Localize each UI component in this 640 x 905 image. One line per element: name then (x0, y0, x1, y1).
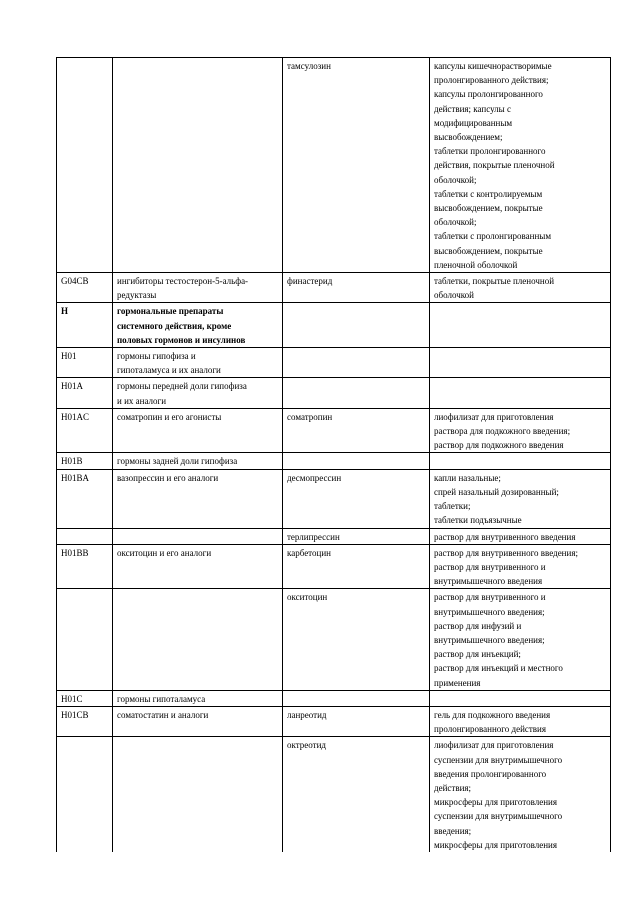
drug-name-cell (283, 528, 430, 544)
drug-name-cell (283, 378, 430, 408)
dosage-form-line: действия; капсулы с (434, 103, 511, 114)
dosage-form-line: раствор для внутривенного введения (434, 531, 576, 542)
document-page (56, 57, 610, 852)
dosage-form-line: высвобождением, покрытые (434, 245, 543, 256)
dosage-form-line: оболочкой; (434, 174, 477, 185)
dosage-form-line: таблетки; (434, 501, 471, 512)
anatomic-group-cell (113, 378, 283, 408)
anatomic-group-cell (113, 408, 283, 453)
drug-name: финастерид (287, 276, 333, 287)
dosage-form-line: раствор для инъекций; (434, 649, 521, 660)
dosage-forms-cell (430, 690, 611, 706)
dosage-form-line: микросферы для приготовления (434, 839, 557, 850)
atc-code-cell (57, 408, 113, 453)
drug-name: соматропин (287, 411, 333, 422)
dosage-form-line: капли назальные; (434, 472, 501, 483)
atc-code: H01BB (61, 547, 89, 558)
group-name-line: редуктазы (117, 290, 157, 301)
atc-code-cell (57, 303, 113, 348)
dosage-form-line: лиофилизат для приготовления (434, 740, 554, 751)
drug-name-cell (283, 408, 430, 453)
drug-name-cell (283, 303, 430, 348)
dosage-forms-cell (430, 453, 611, 469)
atc-code: H01 (61, 351, 77, 362)
drug-name-cell (283, 737, 430, 852)
drug-name: ланреотид (287, 709, 327, 720)
anatomic-group-cell (113, 706, 283, 736)
dosage-forms-cell (430, 469, 611, 528)
atc-code: H01A (61, 381, 83, 392)
atc-code: H01C (61, 693, 83, 704)
dosage-form-line: внутримышечного введения; (434, 634, 545, 645)
anatomic-group-cell (113, 690, 283, 706)
table-row (57, 378, 611, 408)
table-row (57, 453, 611, 469)
atc-code: H01BA (61, 472, 90, 483)
dosage-forms-cell (430, 706, 611, 736)
atc-code-cell (57, 469, 113, 528)
dosage-form-line: таблетки подъязычные (434, 515, 522, 526)
drug-table (56, 57, 611, 852)
dosage-form-line: внутримышечного введения (434, 576, 543, 587)
dosage-form-line: раствор для внутривенного и (434, 561, 546, 572)
dosage-form-line: высвобождением, покрытые (434, 203, 543, 214)
dosage-form-line: таблетки пролонгированного (434, 146, 546, 157)
atc-code-cell (57, 589, 113, 690)
table-row (57, 408, 611, 453)
atc-code-cell (57, 273, 113, 303)
atc-code-cell (57, 690, 113, 706)
dosage-form-line: суспензии для внутримышечного (434, 811, 563, 822)
dosage-form-line: микросферы для приготовления (434, 797, 557, 808)
atc-code-cell (57, 58, 113, 273)
dosage-forms-cell (430, 58, 611, 273)
atc-code: H01AC (61, 411, 90, 422)
atc-code: H (61, 306, 69, 317)
table-row (57, 469, 611, 528)
atc-code: G04CB (61, 276, 89, 287)
dosage-form-line: действия, покрытые пленочной (434, 160, 555, 171)
drug-table-body (57, 58, 611, 852)
dosage-form-line: введения; (434, 825, 472, 836)
dosage-form-line: суспензии для внутримышечного (434, 754, 563, 765)
dosage-form-line: таблетки с контролируемым (434, 188, 543, 199)
dosage-form-line: высвобождением; (434, 132, 503, 143)
group-name-line: гормоны задней доли гипофиза (117, 456, 238, 467)
drug-name: октреотид (287, 740, 327, 751)
table-row (57, 273, 611, 303)
dosage-form-line: таблетки с пролонгированным (434, 231, 552, 242)
anatomic-group-cell (113, 528, 283, 544)
group-name-line: системного действия, кроме (117, 320, 232, 331)
anatomic-group-cell (113, 453, 283, 469)
dosage-form-line: раствор для инъекций и местного (434, 663, 563, 674)
group-name-line: половых гормонов и инсулинов (117, 334, 246, 345)
dosage-form-line: оболочкой (434, 290, 474, 301)
dosage-forms-cell (430, 348, 611, 378)
drug-name-cell (283, 690, 430, 706)
table-row (57, 528, 611, 544)
dosage-forms-cell (430, 303, 611, 348)
group-name-line: вазопрессин и его аналоги (117, 472, 219, 483)
table-row (57, 589, 611, 690)
group-name-line: и их аналоги (117, 395, 167, 406)
atc-code-cell (57, 737, 113, 852)
dosage-form-line: гель для подкожного введения (434, 709, 551, 720)
drug-name-cell (283, 706, 430, 736)
anatomic-group-cell (113, 273, 283, 303)
anatomic-group-cell (113, 348, 283, 378)
drug-name-cell (283, 589, 430, 690)
dosage-forms-cell (430, 408, 611, 453)
drug-name-cell (283, 273, 430, 303)
atc-code-cell (57, 706, 113, 736)
group-name-line: гормоны передней доли гипофиза (117, 381, 247, 392)
group-name-line: окситоцин и его аналоги (117, 547, 212, 558)
dosage-form-line: модифицированным (434, 117, 513, 128)
table-row (57, 348, 611, 378)
anatomic-group-cell (113, 737, 283, 852)
atc-code-cell (57, 528, 113, 544)
group-name-line: соматостатин и аналоги (117, 709, 209, 720)
dosage-form-line: капсулы пролонгированного (434, 89, 543, 100)
anatomic-group-cell (113, 544, 283, 589)
atc-code: H01B (61, 456, 83, 467)
dosage-form-line: внутримышечного введения; (434, 606, 545, 617)
dosage-form-line: раствор для инфузий и (434, 620, 522, 631)
dosage-forms-cell (430, 528, 611, 544)
dosage-forms-cell (430, 737, 611, 852)
table-row (57, 303, 611, 348)
dosage-form-line: пленочной оболочкой (434, 259, 518, 270)
dosage-form-line: пролонгированного действия; (434, 75, 549, 86)
group-name-line: гормональные препараты (117, 306, 224, 317)
anatomic-group-cell (113, 303, 283, 348)
anatomic-group-cell (113, 469, 283, 528)
atc-code: H01CB (61, 709, 89, 720)
table-row (57, 58, 611, 273)
group-name-line: гормоны гипофиза и (117, 351, 196, 362)
group-name-line: гормоны гипоталамуса (117, 693, 206, 704)
drug-name-cell (283, 544, 430, 589)
dosage-form-line: лиофилизат для приготовления (434, 411, 554, 422)
atc-code-cell (57, 348, 113, 378)
atc-code-cell (57, 544, 113, 589)
drug-name: карбетоцин (287, 547, 331, 558)
dosage-form-line: таблетки, покрытые пленочной (434, 276, 555, 287)
group-name-line: ингибиторы тестостерон-5-альфа- (117, 276, 249, 287)
anatomic-group-cell (113, 58, 283, 273)
dosage-form-line: раствор для внутривенного введения; (434, 547, 578, 558)
drug-name-cell (283, 453, 430, 469)
table-row (57, 706, 611, 736)
dosage-form-line: спрей назальный дозированный; (434, 486, 559, 497)
drug-name: терлипрессин (287, 531, 340, 542)
table-row (57, 544, 611, 589)
dosage-forms-cell (430, 273, 611, 303)
drug-name: окситоцин (287, 592, 328, 603)
dosage-form-line: капсулы кишечнорастворимые (434, 61, 552, 71)
anatomic-group-cell (113, 589, 283, 690)
dosage-form-line: раствор для подкожного введения (434, 440, 564, 451)
drug-name: тамсулозин (287, 61, 331, 71)
drug-name-cell (283, 348, 430, 378)
dosage-form-line: раствор для внутривенного и (434, 592, 546, 603)
dosage-form-line: пролонгированного действия (434, 724, 547, 735)
atc-code-cell (57, 453, 113, 469)
table-row (57, 690, 611, 706)
drug-name-cell (283, 58, 430, 273)
dosage-form-line: применения (434, 677, 481, 688)
drug-name-cell (283, 469, 430, 528)
dosage-forms-cell (430, 378, 611, 408)
dosage-form-line: действия; (434, 782, 472, 793)
drug-name: десмопрессин (287, 472, 342, 483)
group-name-line: гипоталамуса и их аналоги (117, 365, 221, 376)
dosage-form-line: раствора для подкожного введения; (434, 426, 571, 437)
dosage-form-line: введения пролонгированного (434, 768, 547, 779)
table-row (57, 737, 611, 852)
group-name-line: соматропин и его агонисты (117, 411, 222, 422)
dosage-forms-cell (430, 544, 611, 589)
atc-code-cell (57, 378, 113, 408)
dosage-form-line: оболочкой; (434, 217, 477, 228)
dosage-forms-cell (430, 589, 611, 690)
